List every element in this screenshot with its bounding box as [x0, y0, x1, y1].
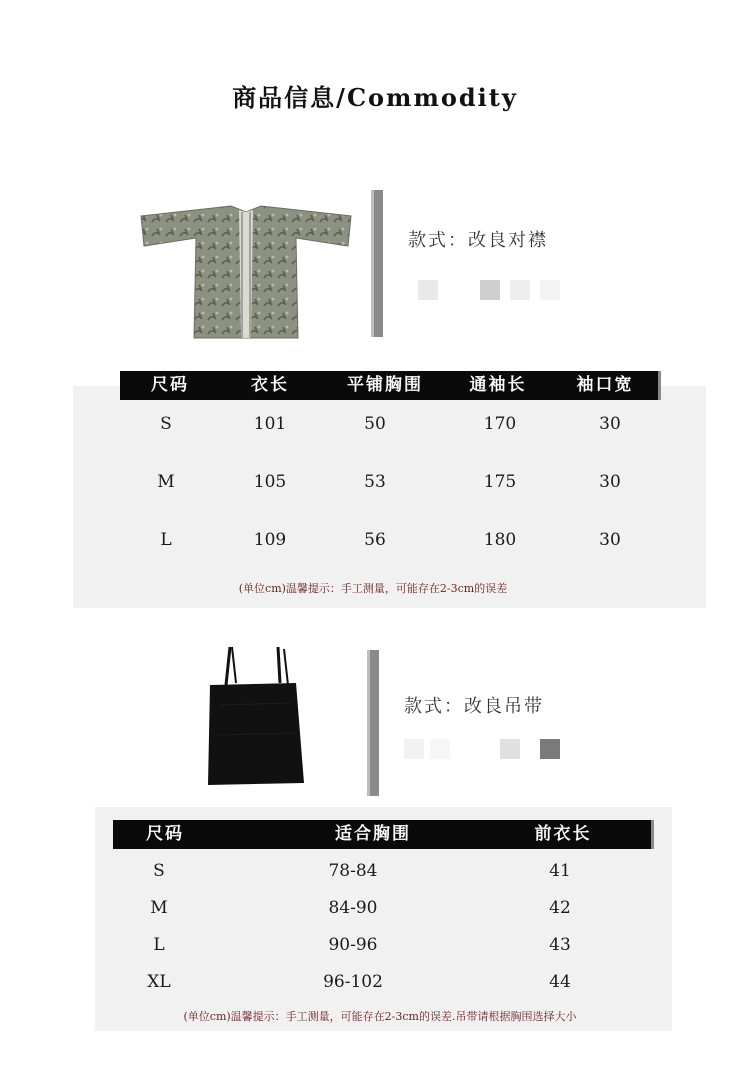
cell-sleeve-length: 170: [483, 414, 517, 434]
size-table-2-header: [113, 820, 653, 849]
cell-size: L: [160, 530, 172, 550]
header-edge: [651, 820, 654, 849]
header-edge: [658, 371, 661, 400]
table-row: [120, 530, 660, 554]
cell-length: 101: [253, 414, 287, 434]
cell-length: 105: [253, 472, 287, 492]
cell-cuff-width: 30: [599, 414, 621, 434]
cell-chest: 53: [364, 472, 386, 492]
cell-size: L: [153, 935, 165, 955]
divider-bar: [367, 650, 379, 796]
color-swatches: [410, 280, 580, 302]
cell-size: S: [153, 861, 165, 881]
color-swatch[interactable]: [540, 739, 560, 759]
cell-cuff-width: 30: [599, 530, 621, 550]
table-row: [113, 935, 653, 959]
cell-size: M: [150, 898, 168, 918]
header-cuff-width: 袖口宽: [576, 375, 634, 395]
size-table-1-header: [120, 371, 660, 400]
page-title: 商品信息/Commodity: [232, 83, 518, 112]
color-swatch[interactable]: [404, 739, 424, 759]
cell-size: XL: [147, 972, 171, 992]
cell-front-length: 42: [549, 898, 571, 918]
camisole-image: [200, 645, 310, 787]
measurement-note: (单位cm)温馨提示：手工测量，可能存在2-3cm的误差.吊带请根据胸围选择大小: [183, 1010, 577, 1023]
robe-image: [136, 198, 356, 348]
divider-bar: [371, 190, 383, 337]
header-front-length: 前衣长: [534, 824, 592, 844]
cell-fit-chest: 90-96: [328, 935, 378, 955]
cell-sleeve-length: 175: [483, 472, 517, 492]
cell-length: 109: [253, 530, 287, 550]
cell-front-length: 41: [549, 861, 571, 881]
cell-front-length: 44: [549, 972, 571, 992]
color-swatch[interactable]: [500, 739, 520, 759]
cell-size: M: [157, 472, 175, 492]
color-swatch[interactable]: [480, 280, 500, 300]
header-length: 衣长: [251, 375, 289, 395]
cell-front-length: 43: [549, 935, 571, 955]
cell-fit-chest: 84-90: [328, 898, 378, 918]
cell-chest: 56: [364, 530, 386, 550]
cell-sleeve-length: 180: [483, 530, 517, 550]
cell-size: S: [160, 414, 172, 434]
color-swatches: [400, 739, 570, 761]
style-label: 款式：改良对襟: [408, 230, 548, 251]
cell-fit-chest: 96-102: [323, 972, 383, 992]
color-swatch[interactable]: [430, 739, 450, 759]
cell-fit-chest: 78-84: [328, 861, 378, 881]
header-size: 尺码: [146, 824, 184, 844]
color-swatch[interactable]: [540, 280, 560, 300]
cell-chest: 50: [364, 414, 386, 434]
header-size: 尺码: [151, 375, 189, 395]
table-row: [113, 972, 653, 996]
table-row: [113, 898, 653, 922]
color-swatch[interactable]: [510, 280, 530, 300]
table-row: [113, 861, 653, 885]
product-1-image: [136, 198, 356, 348]
header-fit-chest: 适合胸围: [335, 824, 411, 844]
header-sleeve-length: 通袖长: [469, 375, 527, 395]
header-chest: 平铺胸围: [347, 375, 423, 395]
cell-cuff-width: 30: [599, 472, 621, 492]
measurement-note: (单位cm)温馨提示：手工测量，可能存在2-3cm的误差: [238, 582, 508, 595]
color-swatch[interactable]: [418, 280, 438, 300]
style-label: 款式：改良吊带: [404, 696, 544, 717]
product-2-image: [200, 645, 310, 787]
table-row: [120, 414, 660, 438]
table-row: [120, 472, 660, 496]
